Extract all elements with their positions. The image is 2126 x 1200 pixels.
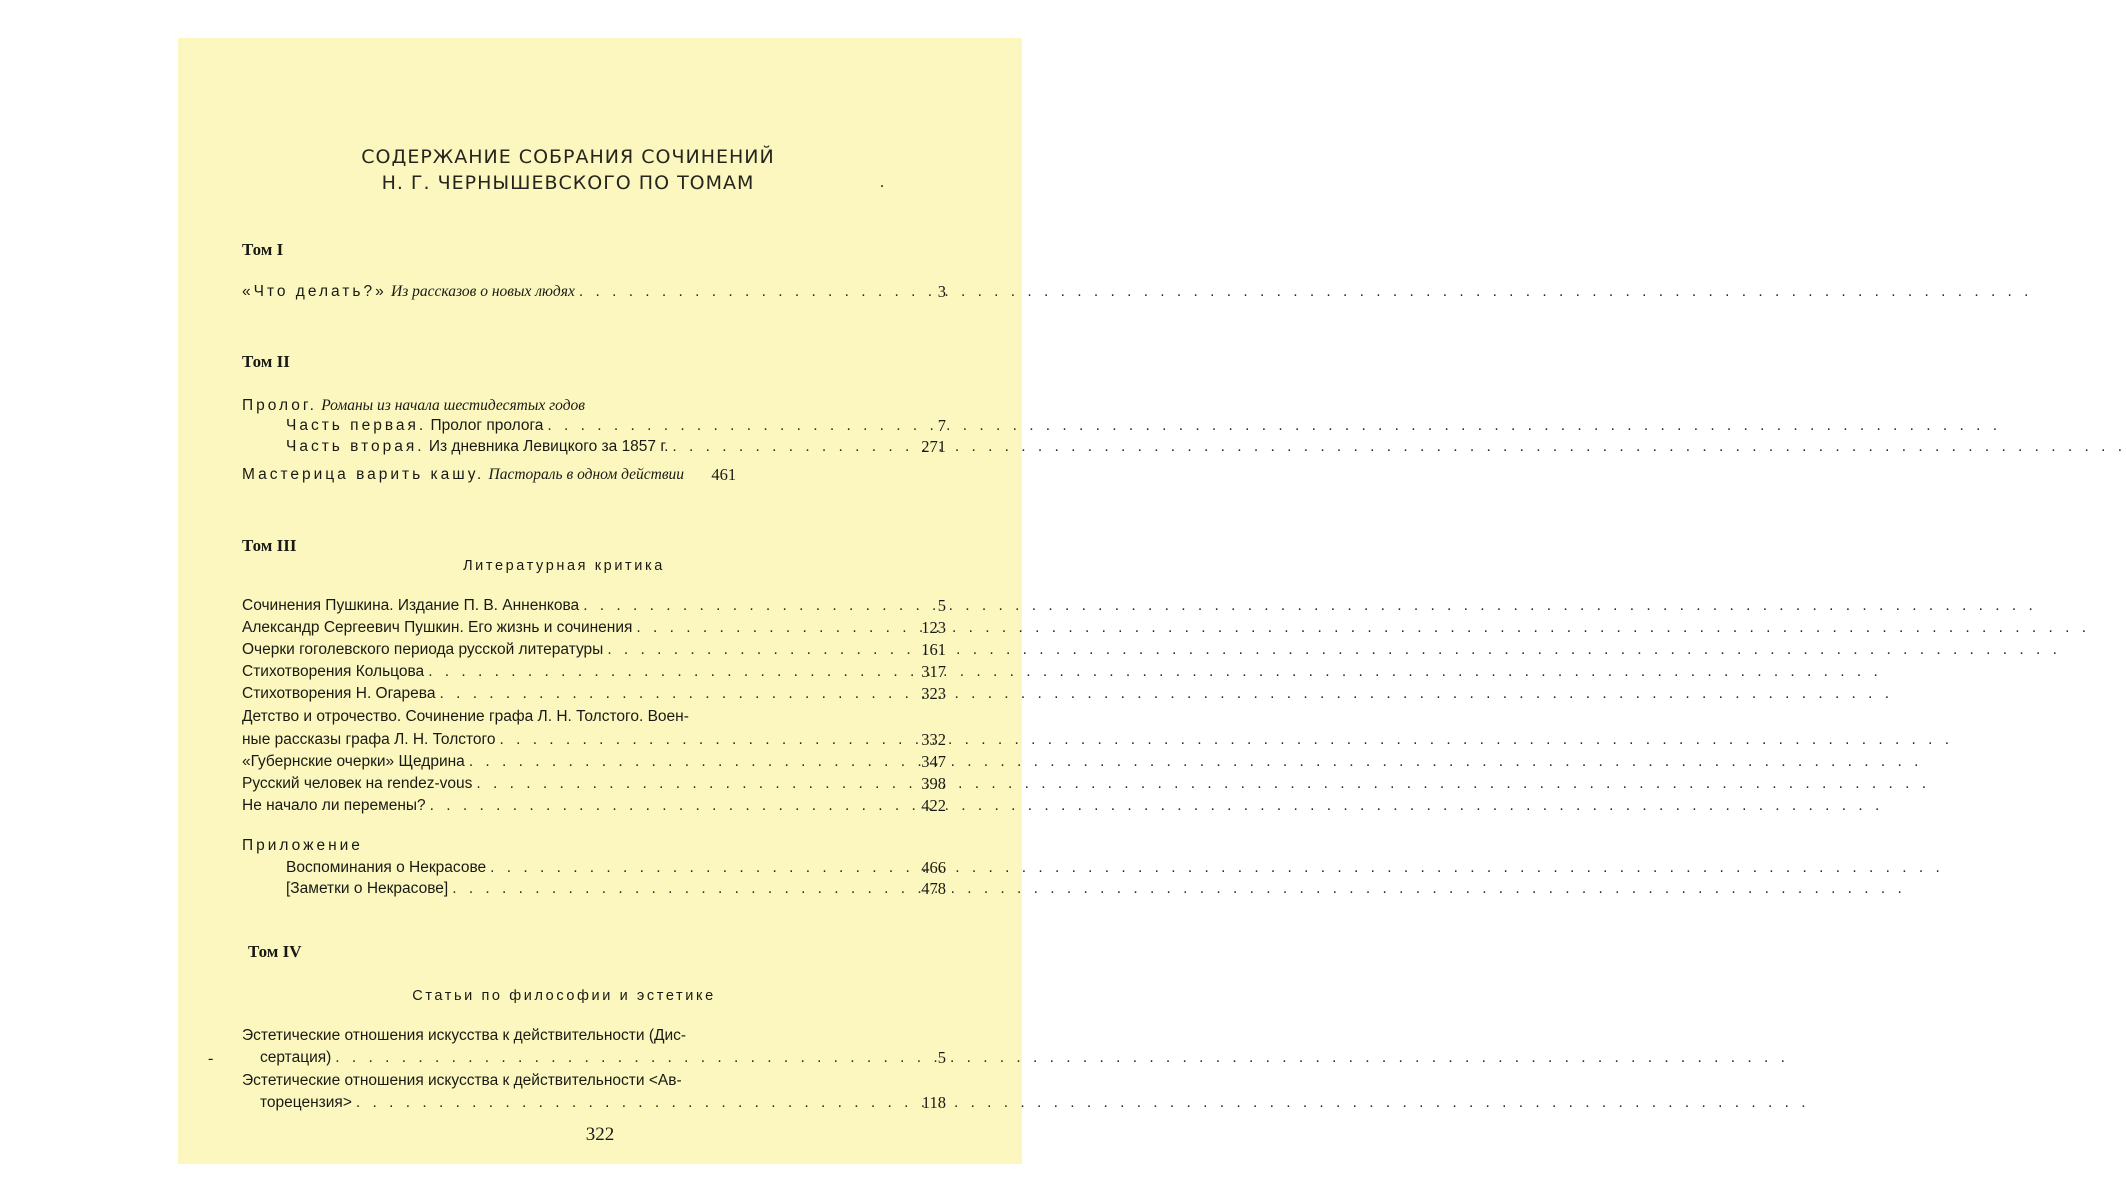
toc-entry: Русский человек на rendez-vous . . . 398	[242, 774, 946, 794]
toc-entry-line: Эстетические отношения искусства к действительности <Ав-	[242, 1072, 682, 1089]
page-ref: 347	[921, 752, 946, 771]
toc-entry: Не начало ли перемены? . . . 422	[242, 796, 946, 816]
page-ref: 398	[921, 774, 946, 793]
page-number: 322	[585, 1124, 615, 1145]
page-title-line-2: Н. Г. ЧЕРНЫШЕВСКОГО ПО ТОМАМ	[381, 172, 755, 194]
page-ref: 5	[937, 596, 946, 615]
page-ref: 118	[921, 1093, 946, 1112]
page-ref: 5	[937, 1048, 946, 1067]
page-ref: 466	[921, 858, 946, 877]
page-ref: 422	[921, 796, 946, 815]
toc-entry: «Губернские очерки» Щедрина . . . 347	[242, 752, 946, 772]
toc-entry: сертация) . . . 5	[260, 1048, 946, 1068]
toc-entry: Стихотворения Кольцова . . . 317	[242, 662, 946, 682]
toc-entry: ные рассказы графа Л. Н. Толстого . . . 332	[242, 730, 946, 750]
toc-group-heading: Пролог. Романы из начала шестидесятых годов	[242, 397, 586, 414]
section-heading: Статьи по философии и эстетике	[412, 988, 716, 1004]
page-ref: 271	[921, 437, 946, 456]
page-ref: 323	[921, 684, 946, 703]
page-ref: 317	[921, 662, 946, 681]
toc-entry: «Что делать?» Из рассказов о новых людях . . . 3	[242, 282, 946, 302]
toc-entry: Сочинения Пушкина. Издание П. В. Анненкова . . . 5	[242, 596, 946, 616]
page-ref: 478	[921, 879, 946, 898]
volume-heading-1: Том I	[242, 240, 284, 259]
toc-entry: торецензия> . . . 118	[260, 1093, 946, 1113]
page-ref: 123	[921, 618, 946, 637]
toc-entry: Часть вторая. Из дневника Левицкого за 1857 г. . . . 271	[286, 437, 946, 457]
toc-entry: Часть первая. Пролог пролога . . . 7	[286, 416, 946, 436]
page-title-line-1: СОДЕРЖАНИЕ СОБРАНИЯ СОЧИНЕНИЙ	[361, 146, 775, 168]
toc-entry: Очерки гоголевского периода русской литературы . . . 161	[242, 640, 946, 660]
page-ref: 332	[921, 730, 946, 749]
toc-entry-line: Детство и отрочество. Сочинение графа Л. Н. Толстого. Воен-	[242, 708, 689, 725]
toc-entry: Воспоминания о Некрасове . . . 466	[286, 858, 946, 878]
page-ref: 7	[937, 416, 946, 435]
section-heading: Литературная критика	[463, 558, 665, 574]
appendix-heading: Приложение	[242, 837, 363, 854]
book-page	[178, 38, 1022, 1164]
toc-entry: Александр Сергеевич Пушкин. Его жизнь и сочинения . . . 123	[242, 618, 946, 638]
toc-entry-line: Эстетические отношения искусства к действительности (Дис-	[242, 1027, 687, 1044]
toc-entry: Мастерица варить кашу. Пастораль в одном действии 461	[242, 465, 737, 484]
volume-heading-3: Том III	[242, 536, 297, 555]
page-ref: 3	[937, 282, 946, 301]
toc-entry: Стихотворения Н. Огарева . . . 323	[242, 684, 946, 704]
volume-heading-4: Том IV	[248, 942, 302, 961]
dash-mark: -	[208, 1050, 214, 1067]
toc-entry: [Заметки о Некрасове] . . . 478	[286, 879, 946, 899]
dot-mark: .	[880, 174, 884, 191]
volume-heading-2: Том II	[242, 352, 290, 371]
page-ref: 461	[711, 465, 737, 484]
page-ref: 161	[921, 640, 946, 659]
